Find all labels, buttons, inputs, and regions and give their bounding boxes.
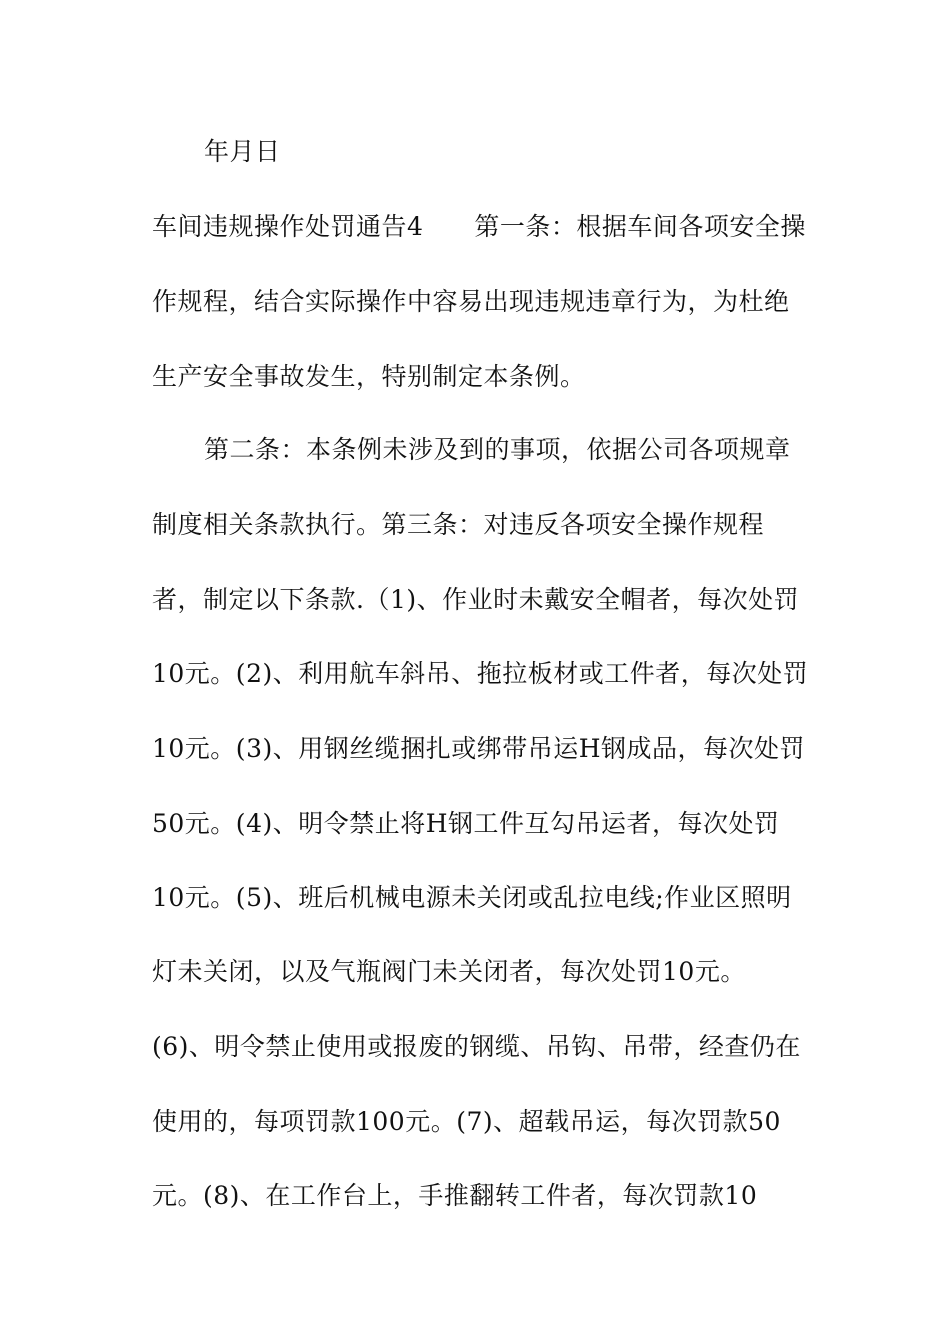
text-line: 10元。(5)、班后机械电源未关闭或乱拉电线;作业区照明 xyxy=(152,883,792,912)
text-line: 车间违规操作处罚通告4 第一条：根据车间各项安全操 xyxy=(152,212,806,241)
text-line: 第二条：本条例未涉及到的事项，依据公司各项规章 xyxy=(204,435,791,464)
text-line: (6)、明令禁止使用或报废的钢缆、吊钩、吊带，经查仍在 xyxy=(152,1032,801,1061)
date-line: 年月日 xyxy=(204,137,281,166)
text-line: 作规程，结合实际操作中容易出现违规违章行为，为杜绝 xyxy=(152,287,790,316)
text-line: 生产安全事故发生，特别制定本条例。 xyxy=(152,362,586,391)
text-line: 50元。(4)、明令禁止将H钢工件互勾吊运者，每次处罚 xyxy=(152,809,780,838)
text-line: 者，制定以下条款.（1)、作业时未戴安全帽者，每次处罚 xyxy=(152,585,800,614)
text-line: 制度相关条款执行。第三条：对违反各项安全操作规程 xyxy=(152,510,765,539)
text-line: 元。(8)、在工作台上，手推翻转工件者，每次罚款10 xyxy=(152,1181,758,1210)
text-line: 10元。(2)、利用航车斜吊、拖拉板材或工件者，每次处罚 xyxy=(152,659,809,688)
text-line: 使用的，每项罚款100元。(7)、超载吊运，每次罚款50 xyxy=(152,1107,781,1136)
text-line: 10元。(3)、用钢丝缆捆扎或绑带吊运H钢成品，每次处罚 xyxy=(152,734,806,763)
text-line: 灯未关闭，以及气瓶阀门未关闭者，每次处罚10元。 xyxy=(152,957,746,986)
